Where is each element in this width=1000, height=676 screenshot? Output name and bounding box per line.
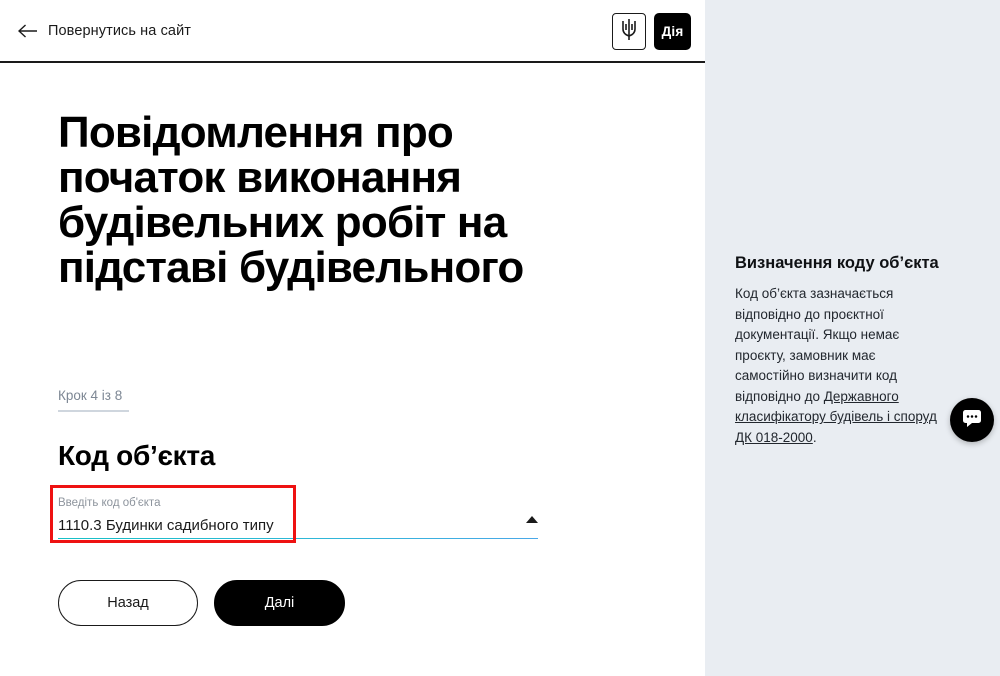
- next-button[interactable]: Далі: [214, 580, 345, 626]
- field-underline: [58, 538, 538, 540]
- back-to-site-label: Повернутись на сайт: [48, 22, 192, 39]
- page-header: [0, 0, 705, 63]
- step-indicator: [58, 387, 129, 412]
- diia-logo-badge[interactable]: Дія: [654, 13, 691, 50]
- info-text-after: .: [812, 429, 817, 445]
- section-title: Код об’єкта: [58, 439, 216, 471]
- info-text-before: Код об’єкта зазначається відповідно до проєктної документації. Якщо немає проєкту, замовник має самостійно визначити код відповідно до: [735, 286, 900, 404]
- chat-button[interactable]: [950, 398, 994, 442]
- info-title: Визначення коду об’єкта: [735, 254, 939, 272]
- ukraine-trident-badge[interactable]: [612, 13, 646, 50]
- ukraine-trident-icon: [621, 18, 637, 46]
- object-code-value: 1110.3 Будинки садибного типу: [58, 517, 274, 534]
- chat-bubble-icon: [961, 408, 983, 433]
- classifier-link[interactable]: Державного класифікатору будівель і споруд ДК 018-2000: [735, 388, 937, 445]
- info-pane: [705, 0, 1000, 676]
- back-button[interactable]: Назад: [58, 580, 198, 626]
- chevron-up-icon[interactable]: [526, 516, 538, 523]
- object-code-caption: Введіть код об'єкта: [58, 496, 161, 509]
- info-panel: [735, 253, 947, 448]
- page-title: Повідомлення про початок виконання будівельних робіт на підставі будівельного: [58, 108, 524, 292]
- header-badges: [612, 13, 691, 50]
- object-code-select[interactable]: [58, 494, 538, 540]
- info-text: [735, 284, 947, 448]
- arrow-left-icon: [18, 24, 38, 38]
- back-to-site-link[interactable]: [18, 23, 191, 39]
- form-content: [0, 63, 705, 626]
- form-actions: [58, 580, 705, 626]
- step-indicator-label: Крок 4 із 8: [58, 387, 123, 403]
- step-indicator-underline: [58, 410, 129, 412]
